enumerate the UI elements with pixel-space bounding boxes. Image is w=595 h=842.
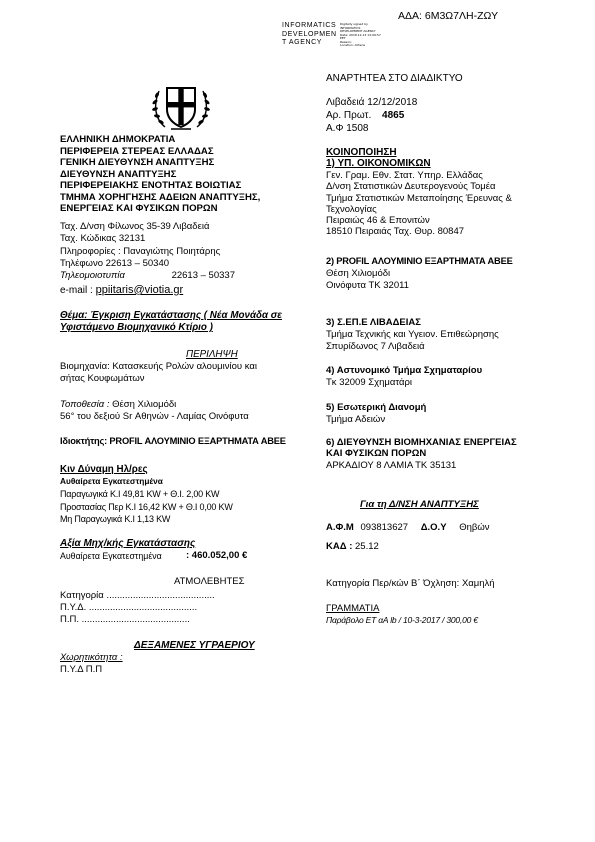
recipient-3-title: 3) Σ.ΕΠ.Ε ΛΙΒΑΔΕΙΑΣ bbox=[326, 317, 421, 328]
recipient-line: 18510 Πειραιάς Ταχ. Θυρ. 80847 bbox=[326, 226, 465, 238]
recipient-2-details bbox=[326, 268, 409, 292]
power-row: Προστασίας Περ Κ.Ι 16,42 KW + Θ.Ι 0,00 KW bbox=[60, 501, 233, 512]
ada-code: ΑΔΑ: 6Μ3Ω7ΛΗ-ΖΩΥ bbox=[398, 10, 499, 22]
recipient-1-title: 1) ΥΠ. ΟΙΚΟΝΟΜΙΚΩΝ bbox=[326, 158, 431, 169]
tanks-title: ΔΕΞΑΜΕΝΕΣ ΥΓΡΑΕΡΙΟΥ bbox=[134, 640, 255, 651]
fees-title: ΓΡΑΜΜΑΤΙΑ bbox=[326, 603, 380, 614]
power-row: Παραγωγικά Κ.Ι 49,81 KW + Θ.Ι. 2,00 KW bbox=[60, 489, 220, 499]
kad-line bbox=[326, 541, 379, 552]
stamp-detail: Digitally signed by bbox=[340, 22, 368, 26]
tanks-capacity: Χωρητικότητα : bbox=[60, 652, 123, 663]
stamp-detail: Reason: bbox=[340, 39, 352, 44]
sender-phone: Τηλέφωνο 22613 – 50340 bbox=[60, 258, 170, 269]
boiler-row: Π.Υ.Δ. ......................................... bbox=[60, 602, 198, 613]
stamp-details bbox=[340, 23, 381, 48]
email-label: e-mail : bbox=[60, 285, 93, 296]
stamp-detail: Date: 2018.12.13 13:09:57 bbox=[340, 32, 381, 37]
doy-value: Θηβών bbox=[459, 522, 490, 533]
afm-value: 093813627 bbox=[360, 522, 409, 533]
boilers-title: ΑΤΜΟΛΕΒΗΤΕΣ bbox=[174, 576, 245, 587]
recipient-6-title-2: ΚΑΙ ΦΥΣΙΚΩΝ ΠΟΡΩΝ bbox=[326, 448, 427, 459]
sender-email bbox=[60, 284, 183, 296]
authority-line: ΕΝΕΡΓΕΙΑΣ ΚΑΙ ΦΥΣΙΚΩΝ ΠΟΡΩΝ bbox=[60, 203, 218, 214]
recipient-4-details: Τκ 32009 Σχηματάρι bbox=[326, 377, 412, 388]
location-value: Θέση Χιλιομόδι bbox=[109, 399, 177, 410]
recipient-line: Τμήμα Τεχνικής και Υγειον. Επιθεώρησης bbox=[326, 329, 499, 340]
recipient-6-details: ΑΡΚΑΔΙΟΥ 8 ΛΑΜΙΑ ΤΚ 35131 bbox=[326, 460, 457, 471]
recipient-line: Γεν. Γραμ. Εθν. Στατ. Υπηρ. Ελλάδας bbox=[326, 170, 483, 181]
digital-signature-stamp bbox=[282, 22, 337, 48]
recipient-5-details: Τμήμα Αδειών bbox=[326, 414, 386, 425]
recipient-line: Οινόφυτα ΤΚ 32011 bbox=[326, 280, 409, 291]
authority-line: ΓΕΝΙΚΗ ΔΙΕΥΘΥΝΣΗ ΑΝΑΠΤΥΞΗΣ bbox=[60, 157, 215, 168]
recipient-line: Τεχνολογίας bbox=[326, 203, 377, 215]
stamp-detail: EET bbox=[340, 36, 346, 40]
sender-postcode: Ταχ. Κώδικας 32131 bbox=[60, 233, 146, 244]
subject-line-2: Υφιστάμενο Βιομηχανικό Κτίριο ) bbox=[60, 322, 213, 333]
recipient-line: Δ/νση Στατιστικών Δευτερογενούς Τομέα bbox=[326, 181, 496, 193]
summary-title: ΠΕΡΙΛΗΨΗ bbox=[186, 349, 238, 360]
value-amount: : 460.052,00 € bbox=[186, 550, 248, 561]
fax-value: 22613 – 50337 bbox=[171, 270, 235, 281]
industry-line-2: σήτας Κουφωμάτων bbox=[60, 373, 145, 384]
email-link[interactable]: ppiitaris@viotia.gr bbox=[95, 284, 184, 296]
tax-id-line bbox=[326, 522, 490, 533]
recipient-line: Πειραιώς 46 & Επονιτών bbox=[326, 215, 430, 227]
authority-line: ΠΕΡΙΦΕΡΕΙΑ ΣΤΕΡΕΑΣ ΕΛΛΑΔΑΣ bbox=[60, 145, 214, 157]
fees-line: Παράβολο ΕΤ αΑ lb / 10-3-2017 / 300,00 € bbox=[326, 615, 478, 625]
notify-title: ΚΟΙΝΟΠΟΙΗΣΗ bbox=[326, 147, 397, 158]
recipient-4-title: 4) Αστυνομικό Τμήμα Σχηματαρίου bbox=[326, 365, 483, 376]
authority-line: ΔΙΕΥΘΥΝΣΗ ΑΝΑΠΤΥΞΗΣ bbox=[60, 168, 177, 180]
boilers-rows bbox=[60, 590, 215, 626]
boiler-row: Κατηγορία ......................................... bbox=[60, 590, 215, 601]
subject-line-1: Θέμα: Έγκριση Εγκατάστασης ( Νέα Μονάδα σε bbox=[60, 310, 282, 321]
stamp-line: DEVELOPMEN bbox=[282, 30, 337, 38]
stamp-detail: Location: Athens bbox=[340, 43, 366, 47]
recipient-1-details bbox=[326, 170, 512, 238]
publish-notice: ΑΝΑΡΤΗΤΕΑ ΣΤΟ ΔΙΑΔΙΚΤΥΟ bbox=[326, 73, 463, 84]
sender-address: Ταχ. Δ/νση Φίλωνος 35-39 Λιβαδειά bbox=[60, 221, 210, 232]
file-number: Α.Φ 1508 bbox=[326, 123, 369, 134]
signatory-title: Για τη Δ/ΝΣΗ ΑΝΑΠΤΥΞΗΣ bbox=[360, 499, 479, 510]
stamp-detail: DEVELOPMENT AGENCY bbox=[340, 29, 376, 33]
location-line-2: 56° του δεξιού Sr Αθηνών - Λαμίας Οινόφυτα bbox=[60, 411, 249, 422]
sender-fax bbox=[60, 270, 235, 281]
tanks-row: Π.Υ.Δ Π.Π bbox=[60, 664, 103, 675]
stamp-detail: INFORMATICS bbox=[340, 25, 361, 30]
location-label: Τοποθεσία : bbox=[60, 399, 110, 410]
stamp-line: T AGENCY bbox=[282, 39, 323, 46]
sender-contact: Πληροφορίες : Παναγιώτης Ποιητάρης bbox=[60, 246, 221, 257]
stamp-line: INFORMATICS bbox=[282, 22, 337, 29]
power-rows bbox=[60, 488, 233, 526]
recipient-2-title: 2) PROFIL ΑΛΟΥΜΙΝΙΟ ΕΞΑΡΤΗΜΑΤΑ ΑΒΕΕ bbox=[326, 256, 513, 266]
sender-authority bbox=[60, 134, 260, 215]
owner-line: Ιδιοκτήτης: PROFIL ΑΛΟΥΜΙΝΙΟ ΕΞΑΡΤΗΜΑΤΑ ΑΒΕΕ bbox=[60, 436, 286, 446]
stamp-agency bbox=[282, 22, 337, 48]
location-line bbox=[60, 399, 176, 410]
recipient-6-title: 6) ΔΙΕΥΘΥΝΣΗ ΒΙΟΜΗΧΑΝΙΑΣ ΕΝΕΡΓΕΙΑΣ bbox=[326, 437, 517, 448]
kad-value: 25.12 bbox=[355, 541, 379, 552]
authority-line: ΠΕΡΙΦΕΡΕΙΑΚΗΣ ΕΝΟΤΗΤΑΣ ΒΟΙΩΤΙΑΣ bbox=[60, 180, 242, 191]
authority-line: ΤΜΗΜΑ ΧΟΡΗΓΗΣΗΣ ΑΔΕΙΩΝ ΑΝΑΠΤΥΞΗΣ, bbox=[60, 191, 261, 203]
protocol-value: 4865 bbox=[382, 110, 405, 121]
recipient-line: Τμήμα Στατιστικών Μεταποίησης Έρευνας & bbox=[326, 192, 512, 204]
afm-label: Α.Φ.Μ bbox=[326, 522, 354, 533]
doy-label: Δ.Ο.Υ bbox=[420, 522, 447, 533]
protocol-number bbox=[326, 110, 404, 122]
value-label: Αυθαίρετα Εγκατεστημένα bbox=[60, 551, 162, 561]
document-date: Λιβαδειά 12/12/2018 bbox=[326, 97, 418, 108]
protocol-label: Αρ. Πρωτ. bbox=[326, 110, 372, 121]
industry-line: Βιομηχανία: Κατασκευής Ρολών αλουμινίου και bbox=[60, 361, 257, 372]
category-line: Κατηγορία Περ/κών Β΄ Όχληση: Χαμηλή bbox=[326, 578, 495, 589]
greek-coat-of-arms-icon bbox=[149, 79, 213, 138]
power-row: Μη Παραγωγικά Κ.Ι 1,13 KW bbox=[60, 514, 171, 524]
fax-label: Τηλεομοιοτυπία bbox=[60, 270, 125, 281]
recipient-line: Σπυρίδωνος 7 Λιβαδειά bbox=[326, 341, 425, 352]
recipient-line: Θέση Χιλιομόδι bbox=[326, 268, 391, 279]
power-title: Κιν Δύναμη Ηλ/ρες bbox=[60, 464, 148, 475]
authority-line: ΕΛΛΗΝΙΚΗ ΔΗΜΟΚΡΑΤΙΑ bbox=[60, 134, 176, 145]
value-title: Αξία Μηχ/κής Εγκατάστασης bbox=[60, 538, 196, 549]
power-subtitle: Αυθαίρετα Εγκατεστημένα bbox=[60, 476, 163, 486]
recipient-3-details bbox=[326, 329, 499, 353]
kad-label: ΚΑΔ : bbox=[326, 541, 353, 552]
boiler-row: Π.Π. ......................................... bbox=[60, 614, 190, 625]
recipient-5-title: 5) Εσωτερική Διανομή bbox=[326, 402, 427, 413]
